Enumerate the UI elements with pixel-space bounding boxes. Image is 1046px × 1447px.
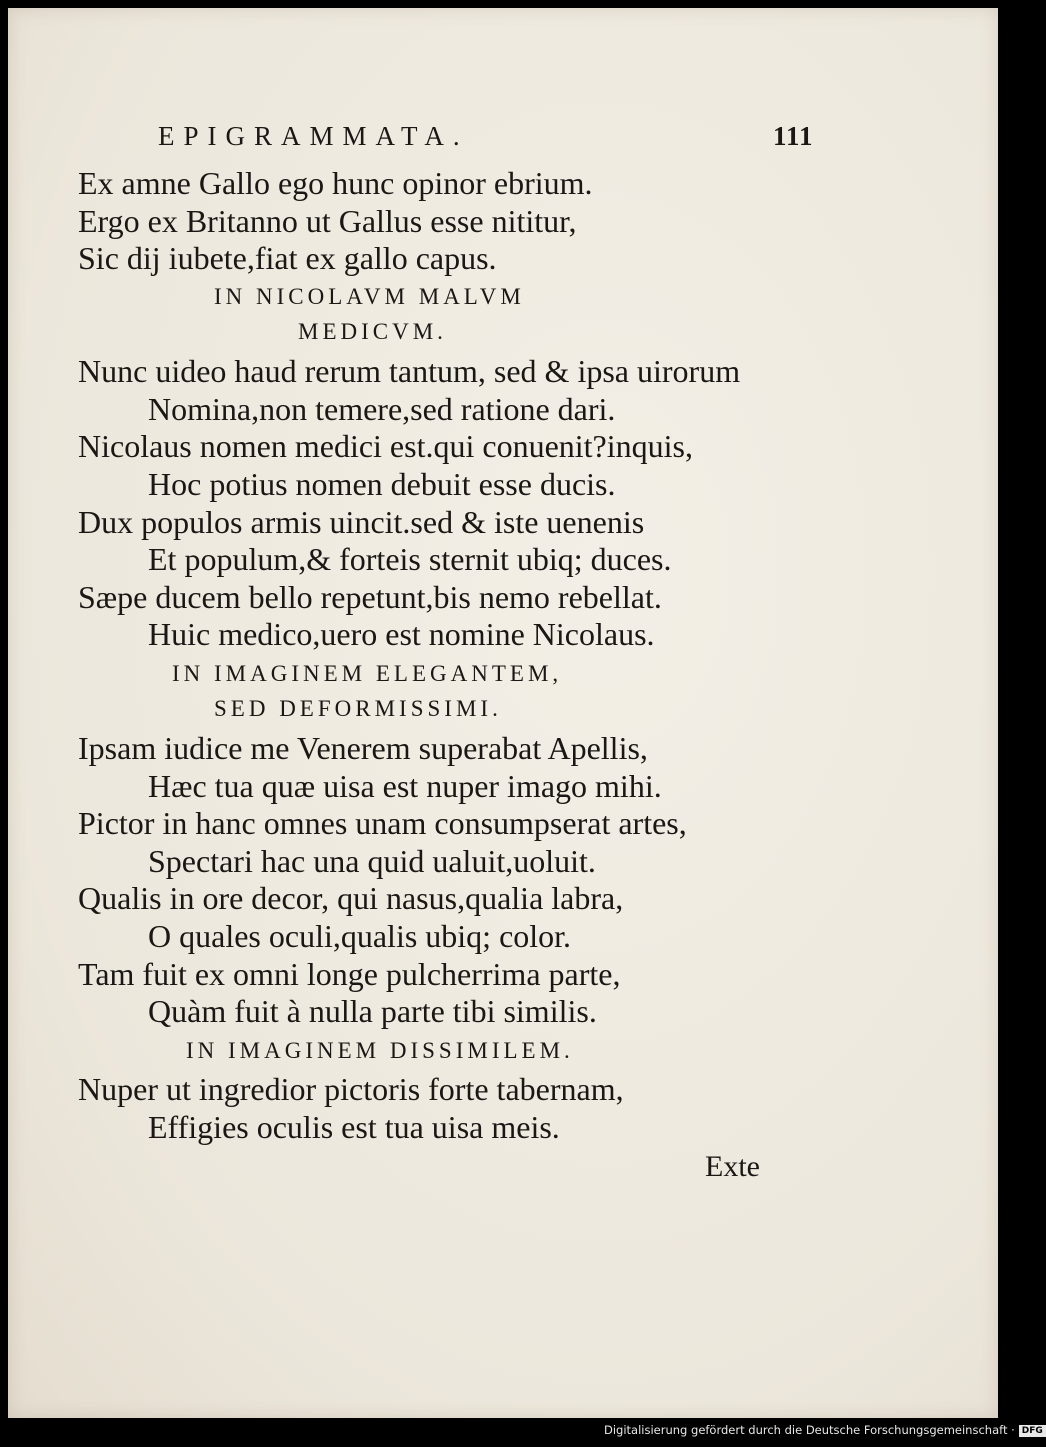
text-line: Ergo ex Britanno ut Gallus esse nititur, — [78, 203, 577, 239]
text-line: Ex amne Gallo ego hunc opinor ebrium. — [78, 165, 593, 201]
verse-line: Nuper ut ingredior pictoris forte tabernam, — [78, 1071, 624, 1107]
verse-line: Tam fuit ex omni longe pulcherrima parte, — [78, 956, 621, 992]
verse-line: O quales oculi,qualis ubiq; color. — [148, 918, 572, 954]
verse-line: Quàm fuit à nulla parte tibi similis. — [148, 993, 597, 1029]
text-line: Sic dij iubete,fiat ex gallo capus. — [78, 240, 497, 276]
verse-line: Hoc potius nomen debuit esse ducis. — [148, 466, 616, 502]
verse-line: Huic medico,uero est nomine Nicolaus. — [148, 616, 655, 652]
verse-line: Qualis in ore decor, qui nasus,qualia labra, — [78, 880, 624, 916]
verse-line: Dux populos armis uincit.sed & iste uenenis — [78, 504, 645, 540]
verse-line: Nomina,non temere,sed ratione dari. — [148, 391, 616, 427]
verse-line: Sæpe ducem bello repetunt,bis nemo rebellat. — [78, 579, 662, 615]
poem-heading: IN NICOLAVM MALVM — [214, 284, 525, 309]
verse-line: Ipsam iudice me Venerem superabat Apellis, — [78, 730, 648, 766]
catchword: Exte — [705, 1150, 760, 1183]
dfg-logo-icon: DFG — [1019, 1425, 1046, 1437]
verse-line: Nicolaus nomen medici est.qui conuenit?inquis, — [78, 428, 693, 464]
running-head: EPIGRAMMATA. — [158, 121, 469, 151]
verse-line: Hæc tua quæ uisa est nuper imago mihi. — [148, 768, 662, 804]
poem-heading: IN IMAGINEM DISSIMILEM. — [186, 1038, 574, 1063]
poem-heading: MEDICVM. — [298, 319, 447, 344]
book-page — [8, 8, 998, 1418]
credit-text: Digitalisierung gefördert durch die Deutsche Forschungsgemeinschaft · — [604, 1423, 1015, 1437]
poem-heading: SED DEFORMISSIMI. — [214, 696, 502, 721]
verse-line: Pictor in hanc omnes unam consumpserat artes, — [78, 805, 687, 841]
digitization-credit — [604, 1423, 1046, 1437]
verse-line: Spectari hac una quid ualuit,uoluit. — [148, 843, 596, 879]
page-number: 111 — [773, 121, 814, 151]
poem-heading: IN IMAGINEM ELEGANTEM, — [172, 661, 563, 686]
verse-line: Effigies oculis est tua uisa meis. — [148, 1109, 560, 1145]
verse-line: Et populum,& forteis sternit ubiq; duces. — [148, 541, 672, 577]
verse-line: Nunc uideo haud rerum tantum, sed & ipsa uirorum — [78, 353, 741, 389]
